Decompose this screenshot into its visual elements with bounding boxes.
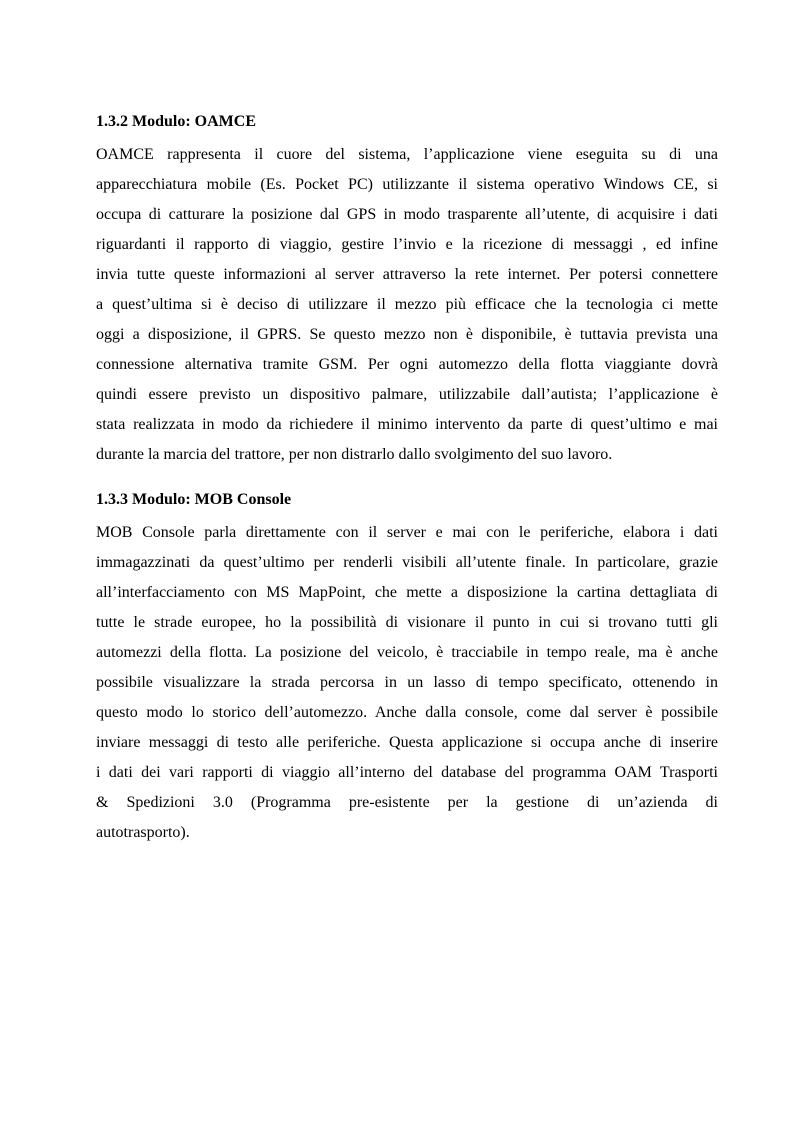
paragraph-line: invia tutte queste informazioni al server attraverso la rete internet. Per potersi connettere xyxy=(96,266,718,283)
paragraph-line: & Spedizioni 3.0 (Programma pre-esistente per la gestione di un’azienda di xyxy=(96,794,718,811)
paragraph-line: connessione alternativa tramite GSM. Per ogni automezzo della flotta viaggiante dovrà xyxy=(96,356,718,373)
section-body-mob-console xyxy=(96,518,718,848)
paragraph-line: durante la marcia del trattore, per non distrarlo dallo svolgimento del suo lavoro. xyxy=(96,446,613,463)
paragraph-line: stata realizzata in modo da richiedere il minimo intervento da parte di quest’ultimo e mai xyxy=(96,416,718,433)
paragraph-line: tutte le strade europee, ho la possibilità di visionare il punto in cui si trovano tutti gli xyxy=(96,614,718,631)
section-heading-mob-console: 1.3.3 Modulo: MOB Console xyxy=(96,491,292,508)
paragraph-line: possibile visualizzare la strada percorsa in un lasso di tempo specificato, ottenendo in xyxy=(96,674,718,691)
paragraph-line: inviare messaggi di testo alle periferiche. Questa applicazione si occupa anche di inserire xyxy=(96,734,718,751)
paragraph-line: OAMCE rappresenta il cuore del sistema, l’applicazione viene eseguita su di una xyxy=(96,146,718,163)
paragraph-line: autotrasporto). xyxy=(96,824,190,841)
paragraph-line: apparecchiatura mobile (Es. Pocket PC) utilizzante il sistema operativo Windows CE, si xyxy=(96,176,718,193)
paragraph-line: quindi essere previsto un dispositivo palmare, utilizzabile dall’autista; l’applicazione è xyxy=(96,386,718,403)
paragraph-line: riguardanti il rapporto di viaggio, gestire l’invio e la ricezione di messaggi , ed infine xyxy=(96,236,718,253)
paragraph-line: questo modo lo storico dell’automezzo. Anche dalla console, come dal server è possibile xyxy=(96,704,718,721)
paragraph-line: MOB Console parla direttamente con il server e mai con le periferiche, elabora i dati xyxy=(96,524,718,541)
paragraph-line: immagazzinati da quest’ultimo per renderli visibili all’utente finale. In particolare, grazie xyxy=(96,554,718,571)
paragraph-line: automezzi della flotta. La posizione del veicolo, è tracciabile in tempo reale, ma è anche xyxy=(96,644,718,661)
paragraph-line: a quest’ultima si è deciso di utilizzare il mezzo più efficace che la tecnologia ci mette xyxy=(96,296,718,313)
paragraph-line: i dati dei vari rapporti di viaggio all’interno del database del programma OAM Trasporti xyxy=(96,764,718,781)
paragraph-line: oggi a disposizione, il GPRS. Se questo mezzo non è disponibile, è tuttavia prevista una xyxy=(96,326,718,343)
section-body-oamce xyxy=(96,140,718,470)
paragraph-line: all’interfacciamento con MS MapPoint, che mette a disposizione la cartina dettagliata di xyxy=(96,584,718,601)
section-heading-oamce: 1.3.2 Modulo: OAMCE xyxy=(96,113,256,130)
paragraph-line: occupa di catturare la posizione dal GPS in modo trasparente all’utente, di acquisire i dati xyxy=(96,206,718,223)
